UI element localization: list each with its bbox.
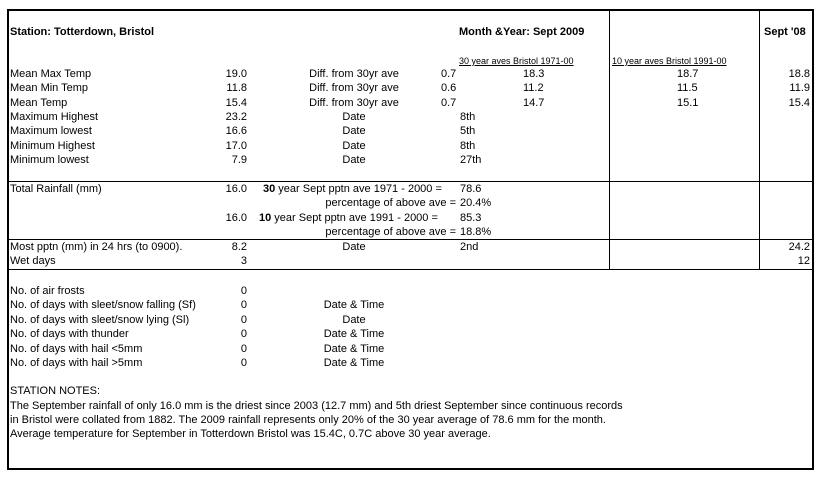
- notes-line-3: Average temperature for September in Totterdown Bristol was 15.4C, 0.7C above 30 year average.: [10, 428, 491, 440]
- temp-label: Mean Min Temp: [10, 82, 89, 95]
- rain-ave30-row: [263, 183, 442, 196]
- prev-year-heading: Sept '08: [764, 26, 806, 38]
- count-value: 0: [240, 313, 247, 326]
- most-pptn-prev: 24.2: [788, 241, 810, 253]
- temp-value: 16.6: [225, 125, 247, 138]
- rain-pct2-label: percentage of above ave =: [325, 226, 456, 238]
- temp-desc: Date: [342, 110, 366, 123]
- wet-days-label: Wet days: [10, 255, 56, 267]
- most-pptn-value: 8.2: [231, 241, 247, 253]
- temp-diff: 5th: [460, 125, 476, 138]
- count-desc: Date & Time: [323, 328, 385, 341]
- count-desc: Date: [342, 313, 366, 326]
- divider-vertical-prev: [759, 10, 760, 270]
- temp-diff: 8th: [460, 139, 476, 152]
- temp-desc: Date: [342, 139, 366, 152]
- count-label: No. of air frosts: [10, 285, 85, 297]
- temp-ave10: 11.5: [677, 82, 698, 95]
- count-label: No. of days with thunder: [10, 328, 129, 341]
- rain-pct1-label: percentage of above ave =: [325, 197, 456, 209]
- temp-ave10: 15.1: [677, 96, 699, 109]
- temp-prev: 18.8: [788, 68, 810, 80]
- temp-desc: Date: [342, 125, 366, 138]
- wet-days-prev: 12: [797, 255, 810, 267]
- rain-ave30-value: 78.6: [460, 183, 482, 195]
- rain-ave10-value: 85.3: [460, 212, 482, 224]
- count-value: 0: [240, 342, 247, 355]
- rain-value: 16.0: [225, 183, 247, 195]
- temp-value: 23.2: [225, 110, 247, 123]
- temp-diff: 0.7: [441, 96, 457, 109]
- station-title: Station: Totterdown, Bristol: [10, 26, 155, 38]
- temp-label: Mean Temp: [10, 96, 68, 109]
- rain-value-2: 16.0: [225, 212, 247, 224]
- ave30-heading: 30 year aves Bristol 1971-00: [459, 56, 574, 66]
- divider-after-temps: [7, 181, 814, 182]
- temp-ave10: 18.7: [677, 68, 699, 80]
- rain-ave30-years: 30: [263, 183, 276, 195]
- count-label: No. of days with hail <5mm: [10, 342, 143, 355]
- wet-days-value: 3: [240, 255, 247, 267]
- temp-label: Mean Max Temp: [10, 68, 92, 80]
- temp-label: Maximum Highest: [10, 110, 99, 123]
- temp-value: 17.0: [225, 139, 247, 152]
- temp-ave30: 14.7: [523, 96, 545, 109]
- temp-value: 7.9: [231, 153, 247, 166]
- rain-pct2-value: 18.8%: [460, 226, 492, 238]
- temp-diff: 0.6: [441, 82, 457, 95]
- notes-line-2: in Bristol were collated from 1882. The 2009 rainfall represents only 20% of the 30 year average of 78.6 mm for the month.: [10, 414, 606, 426]
- divider-after-rain: [7, 239, 814, 240]
- notes-heading: STATION NOTES:: [10, 385, 101, 397]
- temp-prev: 15.4: [788, 96, 810, 109]
- rain-pct1-value: 20.4%: [460, 197, 492, 209]
- most-pptn-date: 2nd: [460, 241, 479, 253]
- count-value: 0: [240, 357, 247, 369]
- count-desc: Date & Time: [323, 357, 385, 369]
- temp-value: 11.8: [226, 82, 247, 95]
- temp-label: Maximum lowest: [10, 125, 92, 138]
- count-desc: Date & Time: [323, 299, 385, 312]
- rain-ave10-text: year Sept pptn ave 1991 - 2000 =: [271, 212, 438, 224]
- count-label: No. of days with sleet/snow falling (Sf): [10, 299, 196, 312]
- temp-desc: Date: [342, 153, 366, 166]
- rain-ave10-row: [259, 212, 438, 225]
- divider-vertical-ave: [609, 10, 610, 270]
- month-year: Month &Year: Sept 2009: [459, 26, 585, 38]
- temp-ave30: 11.2: [523, 82, 544, 95]
- temp-diff: 27th: [460, 153, 482, 166]
- temp-diff: 0.7: [441, 68, 457, 80]
- temp-label: Minimum Highest: [10, 139, 95, 152]
- rain-label: Total Rainfall (mm): [10, 183, 102, 195]
- count-value: 0: [240, 299, 247, 312]
- rain-ave10-years: 10: [259, 212, 272, 224]
- temp-prev: 11.9: [789, 82, 810, 95]
- divider-after-wet: [7, 269, 814, 270]
- rain-ave30-text: year Sept pptn ave 1971 - 2000 =: [275, 183, 442, 195]
- temp-value: 19.0: [225, 68, 247, 80]
- count-value: 0: [240, 328, 247, 341]
- most-pptn-desc: Date: [342, 241, 366, 253]
- temp-desc: Diff. from 30yr ave: [309, 96, 399, 109]
- temp-desc: Diff. from 30yr ave: [309, 82, 399, 95]
- temp-label: Minimum lowest: [10, 153, 89, 166]
- count-value: 0: [240, 285, 247, 297]
- temp-value: 15.4: [225, 96, 247, 109]
- ave10-heading: 10 year aves Bristol 1991-00: [612, 56, 727, 66]
- temp-ave30: 18.3: [523, 68, 545, 80]
- temp-diff: 8th: [460, 110, 476, 123]
- notes-line-1: The September rainfall of only 16.0 mm is the driest since 2003 (12.7 mm) and 5th driest September since continuous records: [10, 400, 623, 412]
- count-label: No. of days with hail >5mm: [10, 357, 143, 369]
- count-label: No. of days with sleet/snow lying (Sl): [10, 313, 190, 326]
- temp-desc: Diff. from 30yr ave: [309, 68, 399, 80]
- most-pptn-label: Most pptn (mm) in 24 hrs (to 0900).: [10, 241, 183, 253]
- count-desc: Date & Time: [323, 342, 385, 355]
